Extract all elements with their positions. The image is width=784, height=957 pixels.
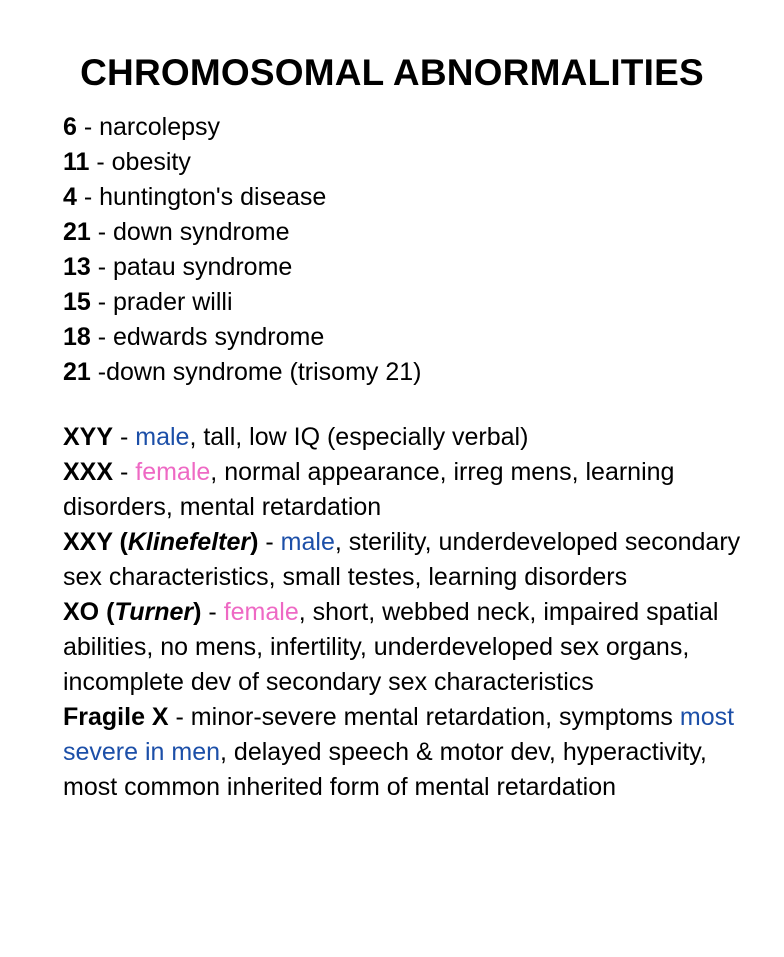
entry-label: XXY ( [63,528,128,556]
condition-name: patau syndrome [113,253,293,281]
syndrome-name: Turner [114,598,194,626]
entry-label: XYY [63,423,114,451]
sex-chromosome-section [63,420,763,805]
condition-name: obesity [111,148,191,176]
condition-name: down syndrome (trisomy 21) [106,358,422,386]
sex-label-male: male [135,423,190,451]
entry-xxy [63,525,763,595]
list-item [63,145,421,180]
chromosome-number: 6 [63,113,77,141]
entry-description: , tall, low IQ (especially verbal) [189,423,529,451]
entry-label: XXX [63,458,114,486]
separator: - [90,218,114,246]
entry-xo [63,595,763,700]
condition-name: narcolepsy [99,113,221,141]
chromosome-number: 4 [63,183,77,211]
syndrome-name: Klinefelter [127,528,251,556]
entry-description: , sterility, underdeveloped secondary sex characteristics, small testes, learning disorders [63,528,741,591]
condition-name: prader willi [113,288,233,316]
condition-name: huntington's disease [99,183,327,211]
separator: - [76,113,100,141]
separator: - [90,288,114,316]
page-title: CHROMOSOMAL ABNORMALITIES [80,52,704,93]
entry-fragile-x [63,700,763,805]
condition-name: down syndrome [113,218,290,246]
list-item [63,355,421,390]
entry-description-cont: , delayed speech & motor dev, hyperactivity, most common inherited form of mental retardation [63,738,707,801]
entry-label-close: ) [250,528,259,556]
chromosome-number: 21 [63,358,91,386]
entry-label-close: ) [193,598,202,626]
entry-description: - minor-severe mental retardation, symptoms [168,703,680,731]
chromosome-number: 18 [63,323,91,351]
chromosome-number: 21 [63,218,91,246]
entry-description: , normal appearance, irreg mens, learning disorders, mental retardation [63,458,675,521]
entry-xyy [63,420,763,455]
condition-name: edwards syndrome [113,323,325,351]
separator: - [113,423,136,451]
separator: - [90,323,114,351]
entry-label: XO ( [63,598,115,626]
entry-xxx [63,455,763,525]
separator: - [258,528,281,556]
chromosome-number: 15 [63,288,91,316]
chromosome-list [63,110,421,390]
sex-label-female: female [223,598,299,626]
list-item [63,320,421,355]
chromosome-number: 11 [63,148,90,176]
chromosome-number: 13 [63,253,91,281]
entry-label: Fragile X [63,703,169,731]
separator: - [90,253,114,281]
separator: - [90,358,107,386]
list-item [63,180,421,215]
separator: - [89,148,112,176]
entry-description: , short, webbed neck, impaired spatial abilities, no mens, infertility, underdeveloped sex organs, incomplete dev of secondary sex characteristics [63,598,719,696]
separator: - [201,598,224,626]
sex-label-female: female [135,458,211,486]
separator: - [76,183,100,211]
list-item [63,285,421,320]
list-item [63,215,421,250]
list-item [63,250,421,285]
list-item [63,110,421,145]
sex-label-male: male [280,528,335,556]
separator: - [113,458,136,486]
highlight-text: most severe in men [63,703,735,766]
